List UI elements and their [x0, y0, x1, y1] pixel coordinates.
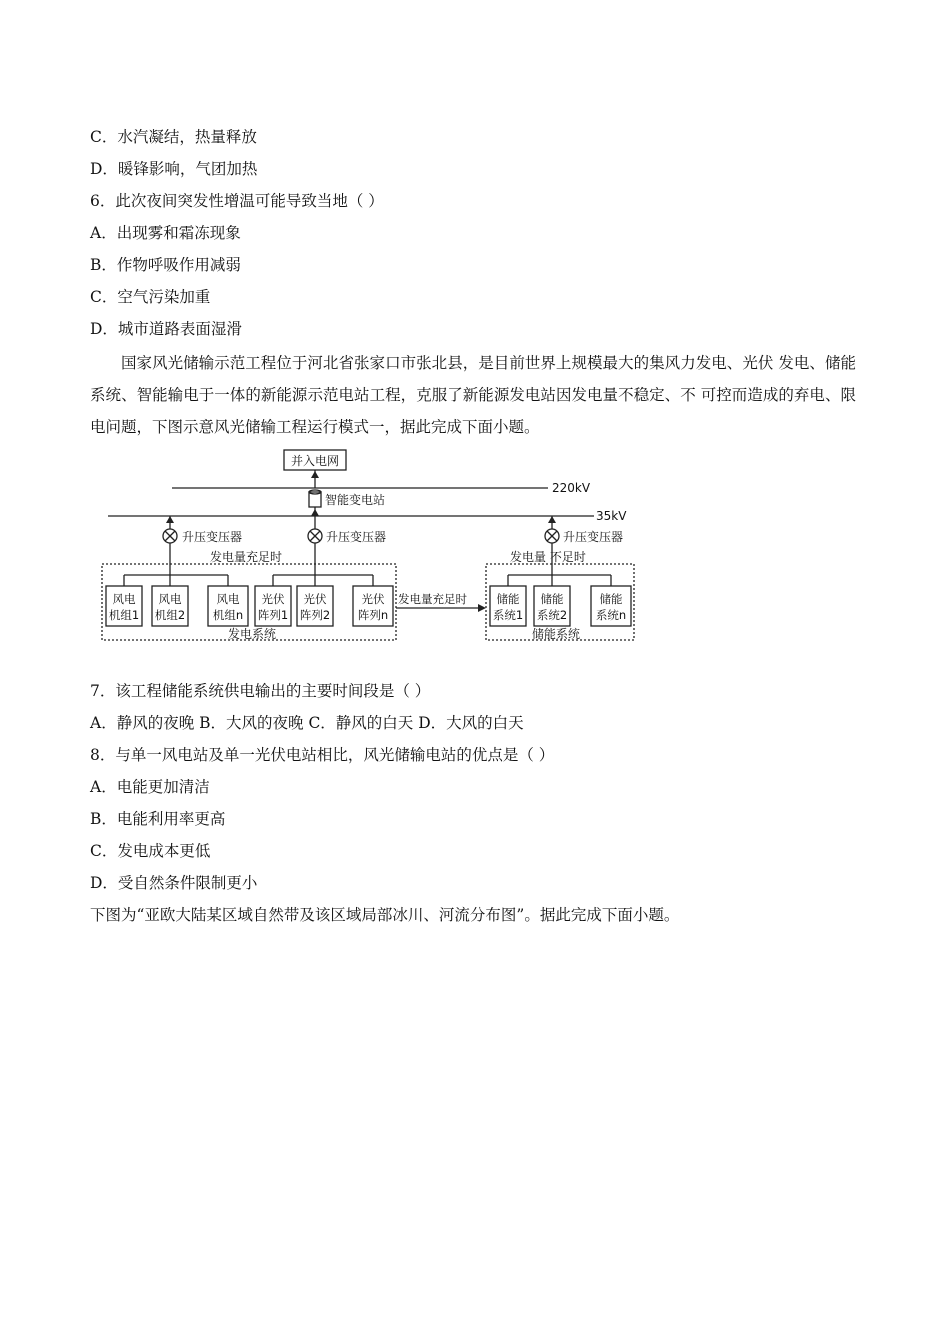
q6-option-b: B．作物呼吸作用减弱 — [90, 256, 241, 274]
solar-array-1-l2: 阵列1 — [257, 608, 289, 622]
q8-option-c: C．发电成本更低 — [90, 842, 211, 860]
wind-unit-n-l2: 机组n — [212, 608, 244, 622]
grid-label: 并入电网 — [290, 454, 340, 468]
passage-eurasia-intro: 下图为“亚欧大陆某区域自然带及该区域局部冰川、河流分布图”。据此完成下面小题。 — [90, 906, 680, 924]
label-35kv: 35kV — [596, 509, 627, 523]
storage-n-l2: 系统n — [595, 608, 627, 622]
q5-option-c: C．水汽凝结，热量释放 — [90, 128, 257, 146]
wind-unit-1-l1: 风电 — [112, 592, 136, 606]
q7-options: A．静风的夜晚 B．大风的夜晚 C．静风的白天 D．大风的白天 — [90, 714, 524, 732]
solar-array-1-l1: 光伏 — [261, 592, 285, 606]
q8-stem: 8．与单一风电站及单一光伏电站相比，风光储输电站的优点是（ ） — [90, 746, 555, 764]
solar-array-n-l1: 光伏 — [361, 592, 385, 606]
storage-n-l1: 储能 — [599, 592, 623, 606]
q6-stem: 6．此次夜间突发性增温可能导致当地（ ） — [90, 192, 384, 210]
storage-2-l2: 系统2 — [536, 608, 568, 622]
q8-option-d: D．受自然条件限制更小 — [90, 874, 258, 892]
q8-option-b: B．电能利用率更高 — [90, 810, 226, 828]
solar-array-2-l2: 阵列2 — [299, 608, 331, 622]
wind-unit-1-l2: 机组1 — [108, 608, 140, 622]
q6-option-c: C．空气污染加重 — [90, 288, 211, 306]
q6-option-a: A．出现雾和霜冻现象 — [90, 224, 241, 242]
storage-1-l2: 系统1 — [492, 608, 524, 622]
storage-system-label: 储能系统 — [532, 627, 581, 641]
solar-array-n-l2: 阵列n — [357, 608, 389, 622]
substation-label: 智能变电站 — [325, 493, 386, 507]
label-220kv: 220kV — [552, 481, 591, 495]
generation-system-label: 发电系统 — [228, 627, 277, 641]
q5-option-d: D．暖锋影响，气团加热 — [90, 160, 258, 178]
arrow-label: 发电量充足时 — [398, 592, 467, 606]
transformer-1-label: 升压变压器 — [182, 530, 243, 544]
q6-option-d: D．城市道路表面湿滑 — [90, 320, 242, 338]
transformer-3-label: 升压变压器 — [563, 530, 624, 544]
wind-solar-storage-diagram — [100, 448, 640, 648]
solar-array-2-l1: 光伏 — [303, 592, 327, 606]
transformer-2-label: 升压变压器 — [326, 530, 387, 544]
passage-wind-solar: 国家风光储输示范工程位于河北省张家口市张北县，是目前世界上规模最大的集风力发电、光伏 发电、储能系统、智能输电于一体的新能源示范电站工程，克服了新能源发电站因发电量不稳定、不 可控而造成的弃电、限电问题，下图示意风光储输工程运行模式一，据此完成下面小题。 — [90, 354, 856, 436]
storage-2-l1: 储能 — [540, 592, 564, 606]
insufficient-label: 发电量 不足时 — [510, 550, 586, 564]
q8-option-a: A．电能更加清洁 — [90, 778, 210, 796]
storage-1-l1: 储能 — [496, 592, 520, 606]
sufficient-label: 发电量充足时 — [210, 550, 283, 564]
wind-unit-2-l1: 风电 — [158, 592, 182, 606]
wind-unit-n-l1: 风电 — [216, 592, 240, 606]
wind-unit-2-l2: 机组2 — [154, 608, 186, 622]
q7-stem: 7．该工程储能系统供电输出的主要时间段是（ ） — [90, 682, 431, 700]
